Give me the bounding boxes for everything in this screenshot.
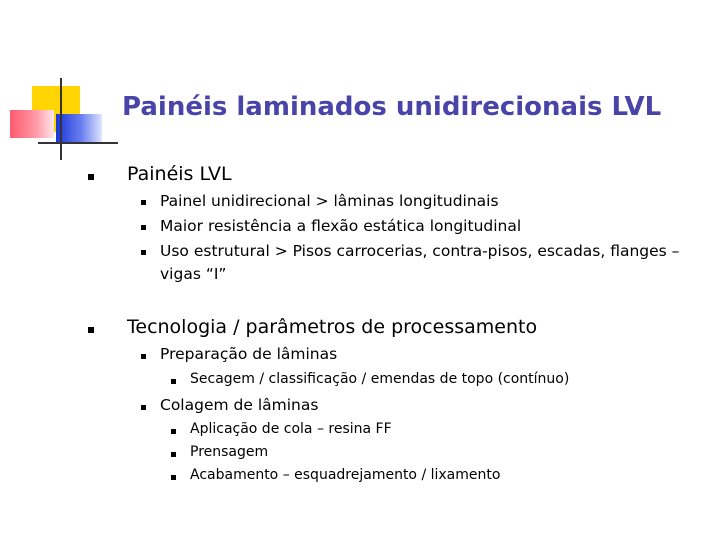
list-item: Acabamento – esquadrejamento / lixamento (190, 467, 501, 483)
list-item: Secagem / classificação / emendas de topo (contínuo) (190, 371, 570, 387)
bullet-icon (141, 250, 146, 255)
list-item: Painel unidirecional > lâminas longitudinais (160, 192, 499, 210)
bullet-icon (88, 327, 94, 333)
list-item-continuation: vigas “I” (160, 265, 227, 283)
bullet-icon (141, 200, 146, 205)
subsection-heading: Preparação de lâminas (160, 345, 338, 363)
bullet-icon (141, 405, 146, 410)
bullet-icon (88, 174, 94, 180)
logo-pink-square (10, 110, 54, 138)
list-item: Maior resistência a flexão estática longitudinal (160, 217, 522, 235)
bullet-icon (171, 475, 176, 480)
list-item: Uso estrutural > Pisos carrocerias, contra-pisos, escadas, flanges – (160, 242, 680, 260)
logo-blue-square (56, 114, 102, 144)
section-heading-paineis-lvl: Painéis LVL (127, 163, 232, 185)
list-item: Aplicação de cola – resina FF (190, 421, 392, 437)
logo-vertical-line (60, 78, 62, 160)
bullet-icon (141, 225, 146, 230)
list-item: Prensagem (190, 444, 269, 460)
section-heading-tecnologia: Tecnologia / parâmetros de processamento (127, 316, 538, 338)
logo-horizontal-line (38, 142, 118, 144)
bullet-icon (171, 379, 176, 384)
bullet-icon (171, 429, 176, 434)
bullet-icon (141, 354, 146, 359)
decorative-logo (0, 0, 120, 170)
slide-title: Painéis laminados unidirecionais LVL (122, 92, 662, 122)
bullet-icon (171, 452, 176, 457)
subsection-heading: Colagem de lâminas (160, 396, 319, 414)
